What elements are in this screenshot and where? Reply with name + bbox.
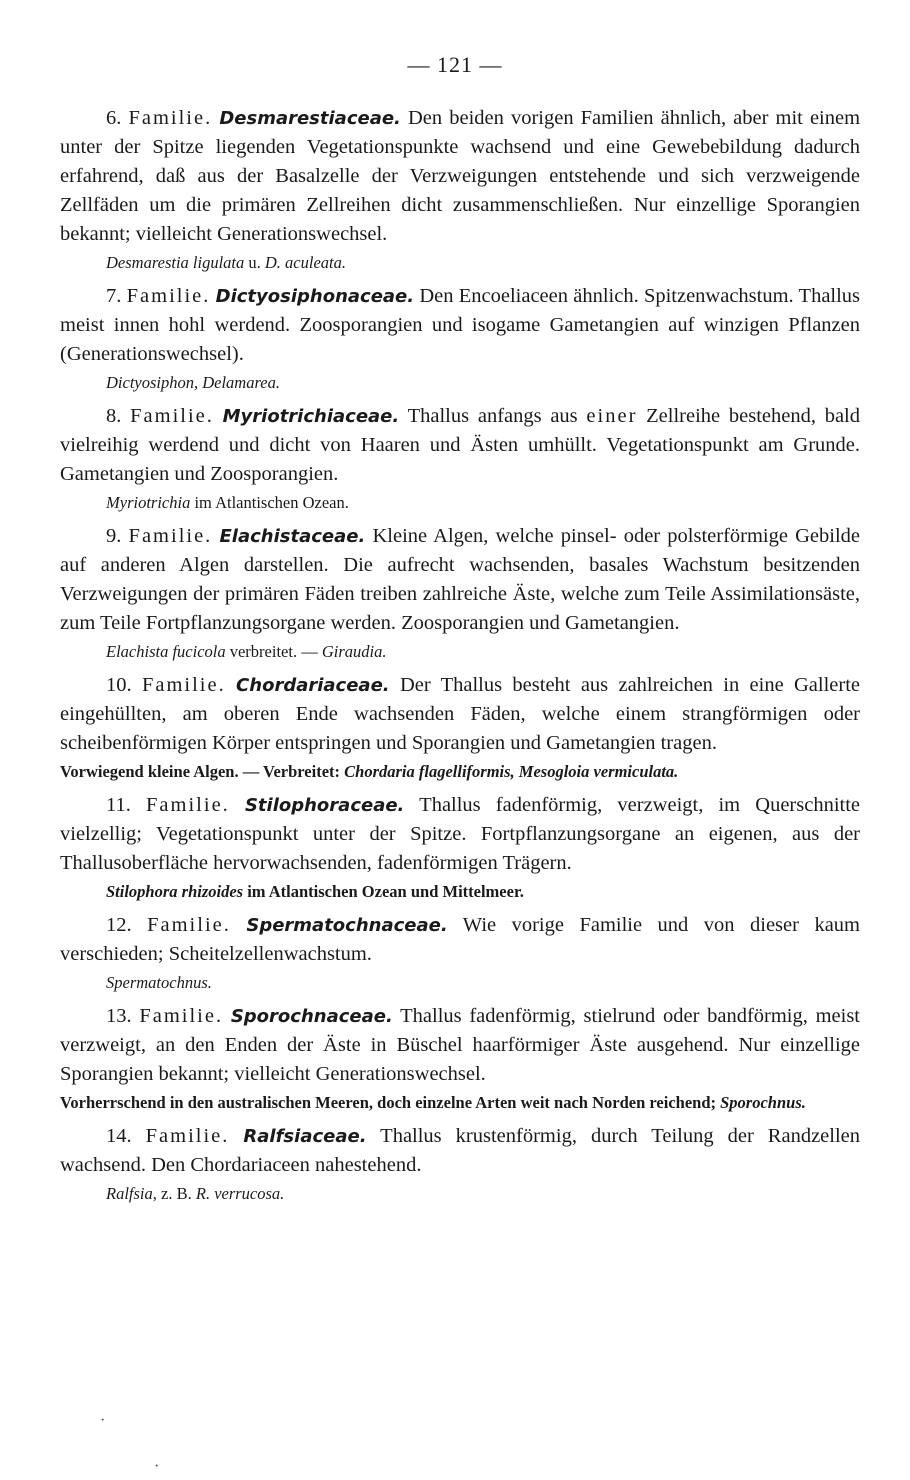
family-word: Familie. [128, 107, 213, 129]
family-word: Familie. [126, 285, 211, 307]
note-text: u. [244, 253, 265, 272]
family-number: 10. [106, 674, 132, 696]
family-paragraph [60, 1002, 860, 1089]
family-description: Den Encoeliaceen ähnlich. Spitzenwachstum. Thallus meist innen hohl werdend. Zoosporangien und isogame Gametangien auf winzigen Pflanzen (Generationswechsel). [60, 285, 861, 365]
note-text: im Atlantischen Ozean und Mittelmeer. [243, 882, 524, 901]
note-taxon: R. verrucosa. [195, 1184, 285, 1203]
family-number: 13. [106, 1005, 132, 1027]
family-number: 6. [106, 107, 122, 129]
family-description: Der Thallus besteht aus zahlreichen in eine Gallerte eingehüllten, am oberen Ende wachsenden Fäden, welche einem strangförmigen oder scheibenförmigen Körper entspringen und Sporangien und Gametangien tragen. [60, 674, 861, 754]
family-name: Spermatochnaceae. [246, 915, 448, 936]
family-description: Thallus fadenförmig, stielrund oder bandförmig, meist verzweigt, an den Enden der Äste in Büschel haarförmiger Äste ausgehend. Nur einzellige Sporangien bekannt; vielleicht Generationswechsel. [60, 1005, 861, 1085]
note-taxon: Spermatochnus. [106, 973, 212, 992]
family-entry-7 [60, 282, 860, 394]
note-taxon: Stilophora rhizoides [106, 882, 244, 901]
family-note [60, 492, 860, 514]
family-word: Familie. [146, 794, 230, 816]
family-entry-10 [60, 671, 860, 783]
family-name: Stilophoraceae. [244, 795, 405, 816]
family-description: Wie vorige Familie und von dieser kaum verschieden; Scheitelzellenwachstum. [60, 914, 860, 965]
family-word: Familie. [139, 1005, 224, 1027]
family-note [60, 641, 860, 663]
family-entry-9 [60, 522, 860, 663]
family-note [60, 252, 860, 274]
note-taxon: Giraudia. [321, 642, 387, 661]
family-paragraph [60, 1122, 860, 1180]
family-number: 8. [106, 405, 122, 427]
note-taxon: Chordaria flagelliformis, Mesogloia vermiculata. [344, 762, 679, 781]
note-taxon: Sporochnus. [720, 1093, 806, 1112]
note-taxon: Dictyosiphon, Delamarea. [106, 373, 280, 392]
family-number: 12. [106, 914, 132, 936]
family-description: Kleine Algen, welche pinsel- oder polsterförmige Gebilde auf anderen Algen darstellen. Die aufrecht wachsenden, basales Wachstum besitzenden Verzweigungen der primären Fäden treiben zahlreiche Äste, welche zum Teile Assimilationsäste, zum Teile Fortpflanzungsorgane werden. Zoosporangien und Gametangien. [60, 525, 861, 634]
family-name: Myriotrichiaceae. [222, 406, 400, 427]
spaced-emphasis: einer [586, 405, 638, 427]
family-note [60, 1183, 860, 1205]
note-text: Vorherrschend in den australischen Meeren, doch einzelne Arten weit nach Norden reichend; [60, 1093, 721, 1112]
family-name: Chordariaceae. [236, 675, 390, 696]
family-number: 9. [106, 525, 122, 547]
note-text: verbreitet. — [225, 642, 322, 661]
family-note [60, 372, 860, 394]
page-number: — 121 — [407, 52, 503, 77]
family-word: Familie. [130, 405, 214, 427]
note-taxon: Myriotrichia [106, 493, 191, 512]
family-paragraph [60, 911, 860, 969]
family-entry-14 [60, 1122, 860, 1205]
family-description: Den beiden vorigen Familien ähnlich, aber mit einem unter der Spitze liegenden Vegetationspunkte wachsend und eine Gewebebildung dadurch erfahrend, daß aus der Basalzelle der Verzweigungen entstehende und sich verzweigende Zellfäden um die primären Zellreihen dicht zusammenschließen. Nur einzellige Sporangien bekannt; vielleicht Generationswechsel. [60, 107, 861, 245]
stray-mark: · [100, 1412, 106, 1429]
family-note [60, 761, 860, 783]
family-name: Dictyosiphonaceae. [215, 286, 415, 307]
family-number: 11. [106, 794, 131, 816]
page-body [60, 104, 860, 1213]
family-description: Thallus krustenförmig, durch Teilung der Randzellen wachsend. Den Chordariaceen nahestehend. [60, 1125, 861, 1176]
family-paragraph [60, 671, 860, 758]
note-taxon: D. aculeata. [264, 253, 346, 272]
family-name: Sporochnaceae. [230, 1006, 393, 1027]
note-text: im Atlantischen Ozean. [190, 493, 349, 512]
family-note [60, 1092, 860, 1114]
note-text: , z. B. [152, 1184, 196, 1203]
family-paragraph [60, 282, 860, 369]
family-description: Thallus fadenförmig, verzweigt, im Querschnitte vielzellig; Vegetationspunkt unter der Spitze. Fortpflanzungsorgane an eigenen, aus der Thallusoberfläche hervorwachsenden, fadenförmigen Trägern. [60, 794, 861, 874]
stray-mark: · [154, 1458, 160, 1475]
family-name: Ralfsiaceae. [243, 1126, 367, 1147]
family-description: Zellreihe bestehend, bald vielreihig werdend und dicht von Haaren und Ästen umhüllt. Vegetationspunkt am Grunde. Gametangien und Zoosporangien. [60, 405, 861, 485]
family-note [60, 972, 860, 994]
family-description-start: Thallus anfangs aus [407, 405, 587, 427]
family-note [60, 881, 860, 903]
note-taxon: Desmarestia ligulata [106, 253, 245, 272]
family-paragraph [60, 104, 860, 249]
family-number: 14. [106, 1125, 132, 1147]
family-entry-12 [60, 911, 860, 994]
family-paragraph [60, 402, 860, 489]
family-number: 7. [106, 285, 122, 307]
family-entry-13 [60, 1002, 860, 1114]
family-entry-6 [60, 104, 860, 274]
family-name: Desmarestiaceae. [219, 108, 401, 129]
family-entry-8 [60, 402, 860, 514]
note-text: Vorwiegend kleine Algen. — Verbreitet: [60, 762, 345, 781]
family-word: Familie. [141, 674, 226, 696]
family-word: Familie. [147, 914, 231, 936]
family-word: Familie. [128, 525, 213, 547]
note-taxon: Ralfsia [106, 1184, 153, 1203]
family-paragraph [60, 791, 860, 878]
family-entry-11 [60, 791, 860, 903]
note-taxon: Elachista fucicola [106, 642, 226, 661]
family-paragraph [60, 522, 860, 638]
family-name: Elachistaceae. [219, 526, 366, 547]
family-word: Familie. [145, 1125, 230, 1147]
